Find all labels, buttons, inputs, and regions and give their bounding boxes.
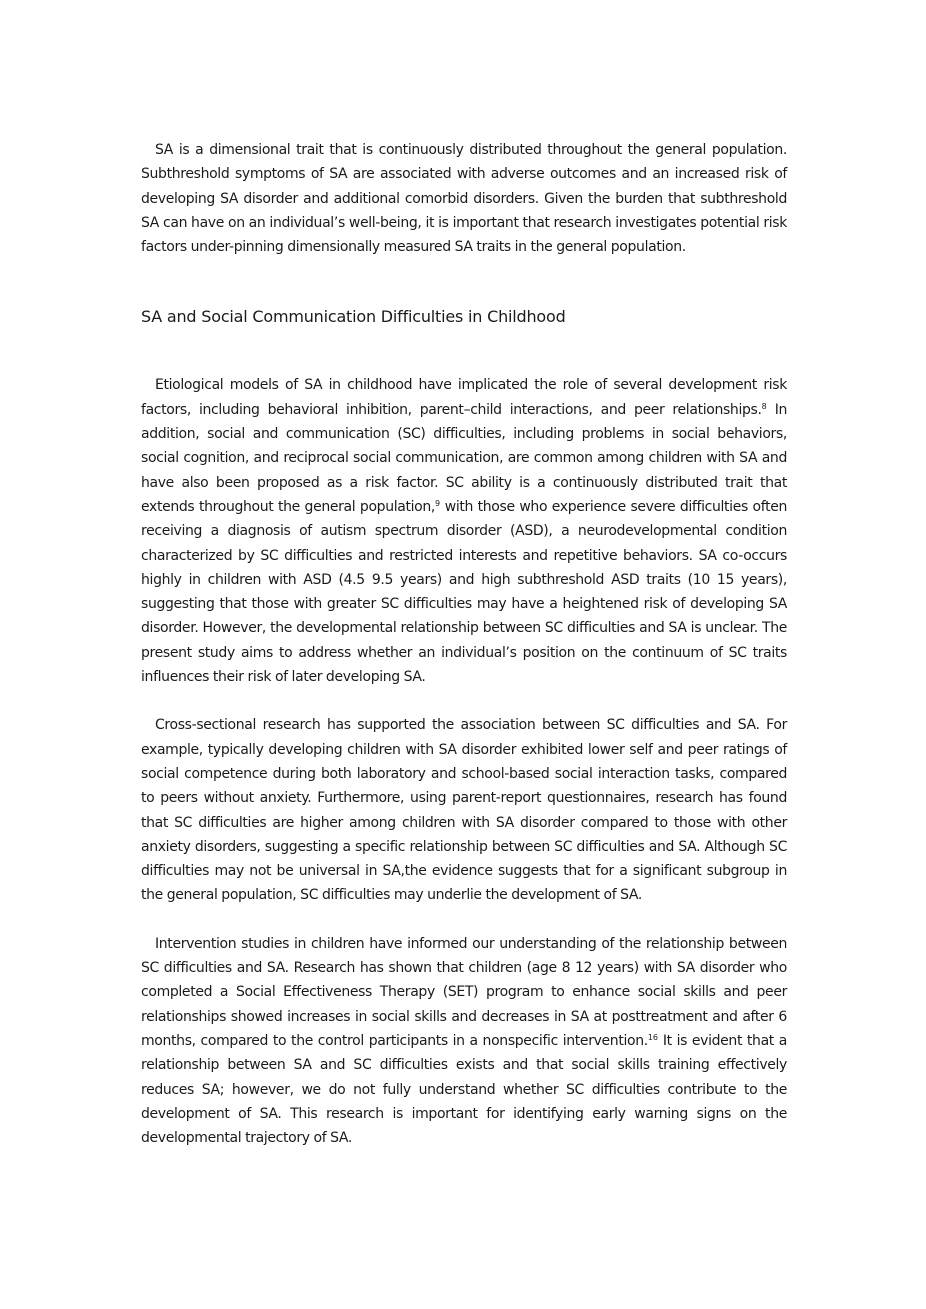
citation-ref: 9: [435, 498, 441, 508]
document-page: [141, 138, 787, 1150]
paragraph-text: with those who experience severe difficulties often receiving a diagnosis of autism spectrum disorder (ASD), a neurodevelopmental condition characterized by SC difficulties and restricted interests and repetitive behaviors. SA co-occurs highly in children with ASD (4.5 9.5 years) and high subthreshold ASD traits (10 15 years), suggesting that those with greater SC difficulties may have a heightened risk of developing SA disorder. However, the developmental relationship between SC difficulties and SA is unclear. The present study aims to address whether an individual’s position on the continuum of SC traits influences their risk of later developing SA.: [141, 498, 787, 686]
intro-paragraph: SA is a dimensional trait that is continuously distributed throughout the general population. Subthreshold symptoms of SA are associated with adverse outcomes and an increased risk of developing SA disorder and additional comorbid disorders. Given the burden that subthreshold SA can have on an individual’s well-being, it is important that research investigates potential risk factors under-pinning dimensionally measured SA traits in the general population.: [141, 142, 787, 256]
paragraph-etiological-models: [141, 373, 787, 689]
paragraph-text: Intervention studies in children have informed our understanding of the relationship between SC difficulties and SA. Research has shown that children (age 8 12 years) with SA disorder who completed a Social Effectiveness Therapy (SET) program to enhance social skills and peer relationships showed increases in social skills and decreases in SA at posttreatment and after 6 months, compared to the control participants in a nonspecific intervention.: [141, 935, 787, 1049]
paragraph-cross-sectional: Cross-sectional research has supported the association between SC difficulties and SA. For example, typically developing children with SA disorder exhibited lower self and peer ratings of social competence during both laboratory and school-based social interaction tasks, compared to peers without anxiety. Furthermore, using parent-report questionnaires, research has found that SC difficulties are higher among children with SA disorder compared to those with other anxiety disorders, suggesting a specific relationship between SC difficulties and SA. Although SC difficulties may not be universal in SA,the evidence suggests that for a significant subgroup in the general population, SC difficulties may underlie the development of SA.: [141, 717, 787, 904]
section-heading: SA and Social Communication Difficulties in Childhood: [141, 307, 566, 327]
citation-ref: 16: [647, 1032, 659, 1042]
paragraph-text: It is evident that a relationship between SA and SC difficulties exists and that social skills training effectively reduces SA; however, we do not fully understand whether SC difficulties contribute to the development of SA. This research is important for identifying early warning signs on the developmental trajectory of SA.: [141, 1032, 787, 1147]
paragraph-intervention-studies: [141, 932, 787, 1151]
paragraph-text: Etiological models of SA in childhood have implicated the role of several development risk factors, including behavioral inhibition, parent–child interactions, and peer relationships.: [141, 377, 787, 418]
citation-ref: 8: [761, 401, 767, 411]
paragraph-text: In addition, social and communication (SC) difficulties, including problems in social behaviors, social cognition, and reciprocal social communication, are common among children with SA and have also been proposed as a risk factor. SC ability is a continuously distributed trait that extends throughout the general population,: [141, 401, 787, 515]
